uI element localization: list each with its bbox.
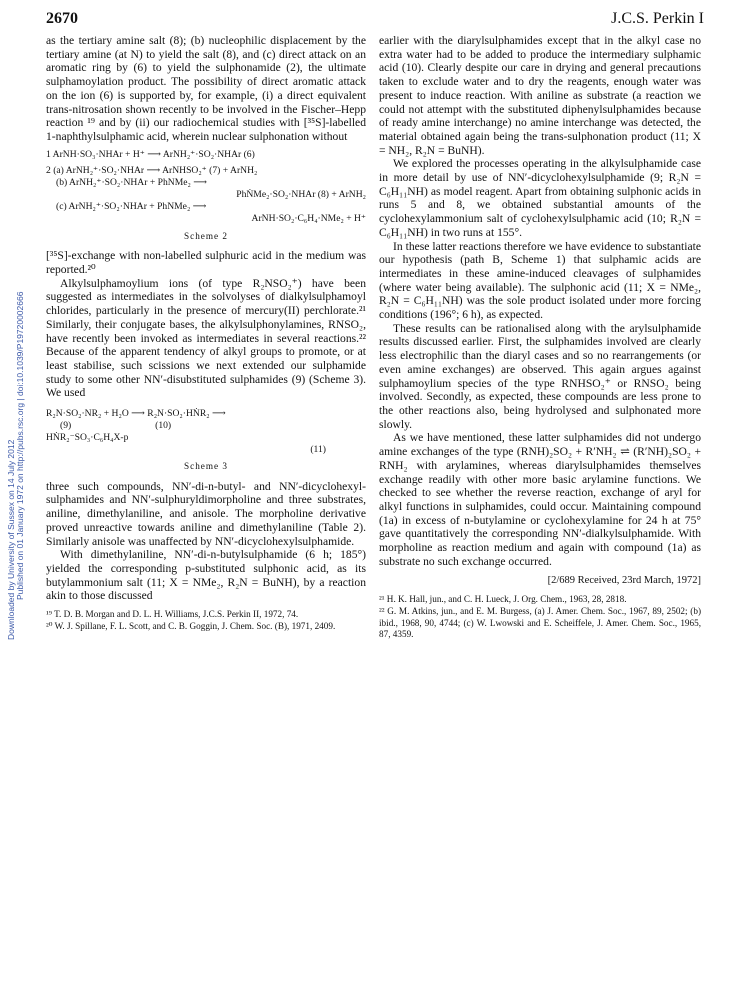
right-paragraph-1: earlier with the diarylsulphamides except that in the alkyl case no extra water had to be added to produce the intermediary sulphamic acid (10). Clearly despite our care in drying and general precautions taken to exclude water and to dry the reagents, enough water was present to induce reaction. With aniline as substrate (a reaction we could not attempt with the substituted diphenylsulphamides because of ready amine interchange) no amine interchange was detected, the material obtained again being the trans-sulphonation product (11; X = NH₂, R₂N = BuNH). xyxy=(379,34,701,157)
journal-name: J.C.S. Perkin I xyxy=(611,10,704,27)
received-date: [2/689 Received, 23rd March, 1972] xyxy=(547,575,701,587)
publication-notice: Published on 01 January 1972 on http://pubs.rsc.org | doi:10.1039/P19720002666 xyxy=(15,291,25,600)
right-footnotes xyxy=(379,594,701,640)
right-paragraph-4: These results can be rationalised along with the arylsulphamide results discussed earlier. First, the sulphamides involved are clearly less electrophilic than the diaryl cases and so no rearrangements (or even amine exchanges) are observed. This again argues against sulphamoylium species of the type RNHSO₂⁺ or RNSO₂ being involved. Secondly, as expected, these compounds are less prone to the other reactions also, being hydrolysed and sulphonated more slowly. xyxy=(379,321,701,431)
equation-2a: 2 (a) ArNH₂⁺·SO₂·NHAr ⟶ ArNHSO₂⁺ (7) + ArNH₂ xyxy=(46,164,258,176)
side-watermark xyxy=(6,120,25,640)
left-paragraph-5: With dimethylaniline, NN′-di-n-butylsulphamide (6 h; 185°) yielded the corresponding p-substituted sulphonic acid, as its butylammonium salt (11; X = NMe₂, R₂N = BuNH), by a reaction akin to those discussed xyxy=(46,548,366,603)
page-number: 2670 xyxy=(46,10,78,27)
left-paragraph-1: as the tertiary amine salt (8); (b) nucleophilic displacement by the tertiary amine (at N) to yield the salt (8), and (c) direct attack on an aromatic ring by (6) to yield the sulphonamide (2), the ultimate sulphamoylation product. The possibility of direct aromatic attack on the ion (6) is supported by, for example, (i) a direct equivalent trans-nitrosation shown recently to be involved in the Fischer–Hepp reaction ¹⁹ and by (ii) our radiochemical studies with [³⁵S]-labelled 1-naphthylsulphamic acid, wherein nuclear sulphonation without xyxy=(46,34,366,143)
left-paragraph-3: Alkylsulphamoylium ions (of type R₂NSO₂⁺) have been suggested as intermediates in the solvolyses of dialkylsulphamoyl chlorides, particularly in the presence of mercury(II) perchlorate.²¹ Similarly, their conjugate bases, the alkylsulphonylamines, RNSO₂, have recently been invoked as intermediates in several reactions.²² Because of the apparent tendency of alkyl groups to promote, or at least stabilise, such scissions we next extended our sulphamide study to some other NN′-disubstituted sulphamides (9) (Scheme 3). We used xyxy=(46,276,366,400)
left-column xyxy=(46,34,366,634)
footnote-21: ²¹ H. K. Hall, jun., and C. H. Lueck, J. Org. Chem., 1963, 28, 2818. xyxy=(379,594,627,605)
left-paragraph-4: three such compounds, NN′-di-n-butyl- and NN′-dicyclohexyl-sulphamides and NN′-sulphuryldimorpholine and three substrates, aniline, dimethylaniline, and anisole. The morpholine derivative proved unreactive towards aniline and dimethylaniline (Table 2). Similarly anisole was unaffected by NN′-dicyclohexylsulphamide. xyxy=(46,479,366,548)
scheme-2-caption: Scheme 2 xyxy=(184,230,228,241)
equation-2c-line-2: ArNH·SO₂·C₆H₄·NMe₂ + H⁺ xyxy=(251,212,366,224)
scheme-3-caption: Scheme 3 xyxy=(184,461,228,472)
download-notice: Downloaded by University of Sussex on 14 July 2012 xyxy=(6,439,16,640)
scheme-2-equations xyxy=(46,149,366,225)
right-paragraph-2: We explored the processes operating in the alkylsulphamide case in more detail by use of NN′-dicyclohexylsulphamide (9; R₂N = C₆H₁₁NH) as model reagent. Apart from obtaining sulphonic acids in runs 5 and 8, we obtained substantial amounts of the cyclohexylammonium salt of cyclohexylsulphamic acid (10; R₂N = C₆H₁₁NH) in two runs at 155°. xyxy=(379,157,701,239)
equation-2b-line-2: PhṄMe₂·SO₂·NHAr (8) + ArNH₂ xyxy=(236,188,366,200)
equation-2b-line-1: (b) ArNH₂⁺·SO₂·NHAr + PhNMe₂ ⟶ xyxy=(56,176,207,188)
footnote-22: ²² G. M. Atkins, jun., and E. M. Burgess, (a) J. Amer. Chem. Soc., 1967, 89, 2502; (b) ibid., 1968, 90, 4744; (c) W. Lwowski and E. Scheiffele, J. Amer. Chem. Soc., 1965, 87, 4359. xyxy=(379,606,701,639)
equation-3-labels: (9) (10) xyxy=(60,420,172,432)
left-paragraph-2: [³⁵S]-exchange with non-labelled sulphuric acid in the medium was reported.²⁰ xyxy=(46,249,366,277)
footnote-19: ¹⁹ T. D. B. Morgan and D. L. H. Williams, J.C.S. Perkin II, 1972, 74. xyxy=(46,609,299,620)
left-footnotes xyxy=(46,609,366,632)
page-header xyxy=(46,10,704,34)
right-paragraph-3: In these latter reactions therefore we have evidence to substantiate our hypothesis (path B, Scheme 1) that sulphamic acids are intermediates in these amine-induced cleavages of sulphamides (where water being available). The sulphonic acid (11; X = NMe₂, R₂N = C₆H₁₁NH) was the sole product isolated under more forcing conditions (196°; 6 h), as expected. xyxy=(379,239,701,322)
equation-3-line-2: HṄR₂⁻SO₃·C₆H₄X-p xyxy=(46,432,129,444)
scheme-3-equations xyxy=(46,408,366,456)
right-paragraph-5: As we have mentioned, these latter sulphamides did not undergo amine exchanges of the type (RNH)₂SO₂ + R′NH₂ ⇌ (R′NH)₂SO₂ + RNH₂ with arylamines, whereas diarylsulphamides themselves exchange readily with other more basic arylamine functions. We checked to see whether the reverse reaction, exchange of aryl for alkyl functions in sulphamides, could occur. Maintaining compound (1a) in excess of n-butylamine or cyclohexylamine for 24 h at 75° gave quantitatively the corresponding NN′-dialkylsulphamide. With morpholine as reaction medium and again with compound (1a) as substrate no such exchange occurred. xyxy=(379,431,701,568)
equation-1: 1 ArNH·SO₃·NHAr + H⁺ ⟶ ArNH₂⁺·SO₂·NHAr (6) xyxy=(46,148,255,160)
equation-2c-line-1: (c) ArNH₂⁺·SO₂·NHAr + PhNMe₂ ⟶ xyxy=(56,200,207,212)
equation-3-label-11: (11) xyxy=(310,444,326,456)
footnote-20: ²⁰ W. J. Spillane, F. L. Scott, and C. B. Goggin, J. Chem. Soc. (B), 1971, 2409. xyxy=(46,621,336,632)
right-column xyxy=(379,34,701,641)
equation-3-line-1: R₂N·SO₂·NR₂ + H₂O ⟶ R₂N·SO₂·HṄR₂ ⟶ xyxy=(46,408,226,420)
